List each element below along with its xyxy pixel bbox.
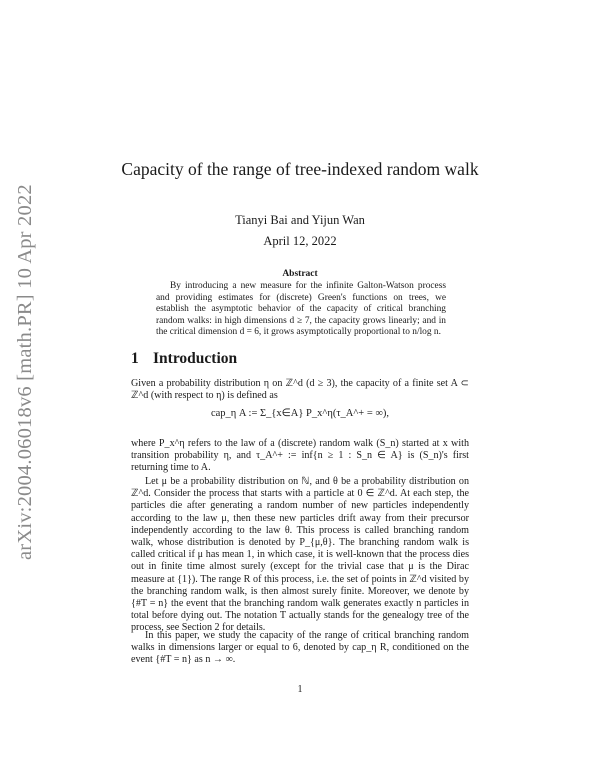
abstract-heading: Abstract: [282, 269, 318, 279]
page-number: 1: [297, 684, 303, 695]
paper-title: Capacity of the range of tree-indexed random walk: [121, 159, 479, 179]
paragraph-this-paper: In this paper, we study the capacity of the range of critical branching random walks in dimensions larger or equal to 6, denoted by cap_η R, conditioned on the event {#T = n} as n → ∞.: [131, 630, 469, 666]
paragraph-notation: where P_x^η refers to the law of a (discrete) random walk (S_n) started at x with transition probability η, and τ_A^+ := inf{n ≥ 1 : S_n ∈ A} is (S_n)'s first returning time to A.: [131, 438, 469, 474]
paragraph-branching-random-walk: Let μ be a probability distribution on ℕ, and θ be a probability distribution on ℤ^d. Consider the process that starts with a particle at 0 ∈ ℤ^d. At each step, the particles die after generating a random number of new particles independently according to the law μ, then these new particles drift away from their precursor independently according to the law θ. This process is called branching random walk, whose distribution is denoted by P_{μ,θ}. The branching random walk is called critical if μ has mean 1, in which case, it is well-known that the process dies out in finite time almost surely (except for the trivial case that μ is the Dirac measure at {1}). The range R of this process, i.e. the set of points in ℤ^d visited by the branching random walk, is then almost surely finite. Moreover, we denote by {#T = n} the event that the branching random walk generates exactly n particles in total before dying out. The notation T actually stands for the genealogy tree of the process, see Section 2 for details.: [131, 476, 469, 634]
publication-date: April 12, 2022: [263, 234, 337, 248]
arxiv-identifier: arXiv:2004.06018v6 [math.PR] 10 Apr 2022: [14, 184, 36, 560]
section-heading: [131, 350, 237, 368]
section-number: 1: [131, 350, 139, 367]
authors: Tianyi Bai and Yijun Wan: [235, 213, 365, 227]
capacity-equation: cap_η A := Σ_{x∈A} P_x^η(τ_A^+ = ∞),: [210, 408, 389, 419]
section-title: Introduction: [153, 350, 238, 367]
abstract-body: By introducing a new measure for the infinite Galton-Watson process and providing estimates for (discrete) Green's functions on trees, we establish the asymptotic behavior of the capacity of critical branching random walks: in high dimensions d ≥ 7, the capacity grows linearly; and in the critical dimension d = 6, it grows asymptotically proportional to n/log n.: [156, 281, 446, 338]
paragraph-capacity-definition: Given a probability distribution η on ℤ^d (d ≥ 3), the capacity of a finite set A ⊂ ℤ^d (with respect to η) is defined as: [131, 378, 469, 402]
